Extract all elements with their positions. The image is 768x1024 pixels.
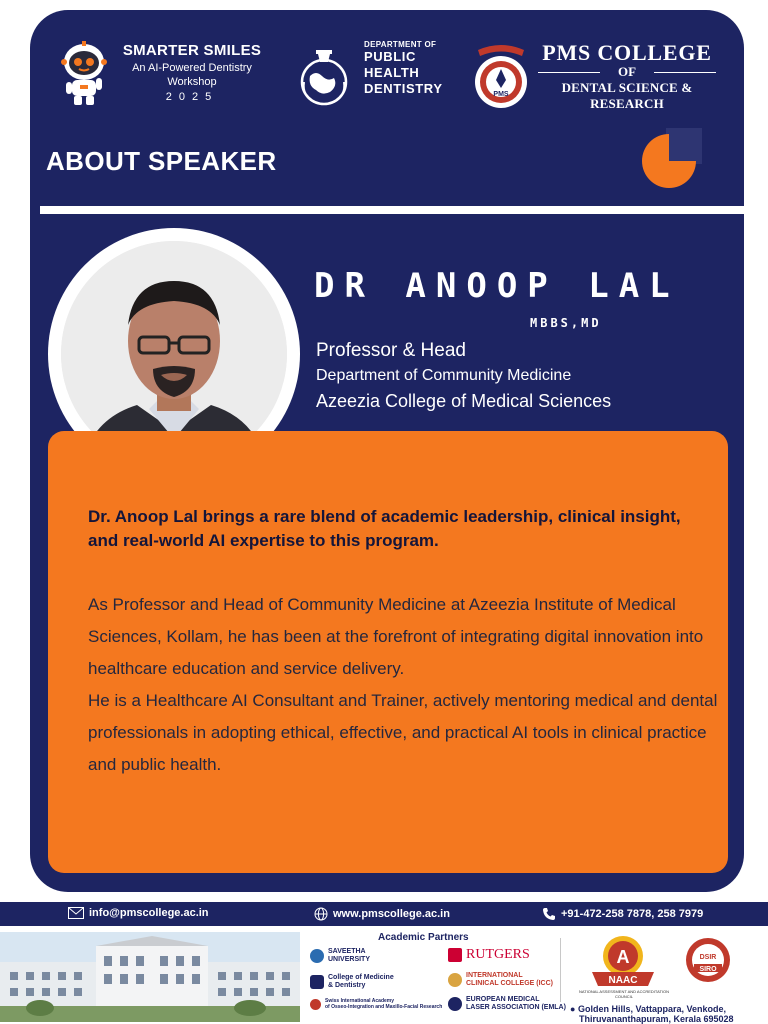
campus-building-image	[0, 932, 300, 1022]
address	[570, 1004, 734, 1024]
college-of: OF	[532, 64, 722, 80]
department-name	[364, 40, 443, 97]
college-subtitle: DENTAL SCIENCE & RESEARCH	[561, 80, 693, 111]
partner-emla	[448, 996, 566, 1012]
section-divider	[40, 206, 744, 214]
partner-icc	[448, 972, 553, 988]
department-line-2: HEALTH	[364, 65, 420, 80]
department-of-label: DEPARTMENT OF	[364, 40, 437, 49]
workshop-subtitle: An AI-Powered Dentistry	[132, 62, 252, 74]
workshop-branding	[118, 42, 266, 103]
saveetha-logo-icon	[310, 949, 324, 963]
saveetha-line-2: UNIVERSITY	[328, 956, 371, 963]
department-line-3: DENTISTRY	[364, 81, 443, 96]
address-line-1: Golden Hills, Vattappara, Venkode,	[577, 1004, 726, 1014]
globe-tooth-icon	[296, 46, 352, 106]
svg-text:PMS: PMS	[493, 91, 509, 98]
partner-siia	[310, 998, 442, 1010]
phone-text: +91-472-258 7878, 258 7979	[561, 908, 704, 920]
icc-line-2: CLINICAL COLLEGE (ICC)	[466, 980, 553, 987]
siia-line-2: of Osseo-Integration and Maxillo-Facial Research	[325, 1004, 443, 1010]
contact-email[interactable]	[68, 907, 209, 919]
partner-rutgers	[448, 948, 530, 962]
speaker-institution: Azeezia College of Medical Sciences	[316, 391, 612, 411]
bio-paragraph-2: He is a Healthcare AI Consultant and Trainer, actively mentoring medical and dental professionals in adopting ethical, effective, and practical AI tools in clinical practice and public health.	[88, 691, 718, 774]
location-pin-icon: ●	[570, 1004, 576, 1014]
workshop-year: 2025	[165, 91, 219, 103]
pie-decoration-icon	[636, 128, 702, 194]
address-line-2: Thiruvananthapuram, Kerala 695028	[579, 1014, 734, 1024]
swiss-academy-icon	[310, 999, 321, 1010]
college-title: PMS COLLEGE	[542, 40, 712, 65]
svg-text:DSIR: DSIR	[699, 954, 717, 961]
contact-phone[interactable]	[542, 907, 703, 921]
shield-icon	[310, 975, 324, 989]
department-line-1: PUBLIC	[364, 49, 416, 64]
saveetha-line-1: SAVEETHA	[328, 948, 366, 955]
speaker-details	[316, 338, 611, 414]
icc-line-1: INTERNATIONAL	[466, 972, 523, 979]
cmd-line-1: College of Medicine	[328, 974, 394, 981]
partner-cmd	[310, 974, 394, 990]
globe-icon	[314, 907, 328, 921]
naac-badge-icon	[588, 934, 658, 990]
mail-icon	[68, 907, 84, 919]
footer	[0, 926, 768, 1024]
phone-icon	[542, 907, 556, 921]
footer-divider	[560, 938, 561, 1002]
poster-card	[30, 10, 744, 892]
siro-seal-icon	[684, 936, 732, 984]
speaker-name: DR ANOOP LAL	[314, 266, 680, 306]
robot-mascot-icon	[56, 40, 112, 106]
email-text: info@pmscollege.ac.in	[89, 907, 209, 919]
svg-text:SIRO: SIRO	[699, 966, 717, 973]
speaker-qualifications: MBBS,MD	[530, 316, 602, 330]
rutgers-shield-icon	[448, 948, 462, 962]
naac-caption: NATIONAL ASSESSMENT AND ACCREDITATION COUNCIL	[578, 989, 670, 999]
emla-line-2: LASER ASSOCIATION (EMLA)	[466, 1004, 566, 1011]
partner-saveetha	[310, 948, 370, 964]
speaker-role: Professor & Head	[316, 340, 466, 361]
bio-lead: Dr. Anoop Lal brings a rare blend of academic leadership, clinical insight, and real-world AI expertise to this program.	[88, 507, 681, 550]
contact-bar	[0, 902, 768, 926]
workshop-title: SMARTER SMILES	[122, 42, 262, 59]
svg-text:NAAC: NAAC	[608, 975, 638, 986]
bio-body	[88, 589, 718, 781]
college-seal-icon	[472, 38, 530, 114]
emla-line-1: EUROPEAN MEDICAL	[466, 996, 540, 1003]
website-text: www.pmscollege.ac.in	[333, 908, 450, 920]
partners-title: Academic Partners	[378, 932, 469, 943]
bio-paragraph-1: As Professor and Head of Community Medicine at Azeezia Institute of Medical Sciences, Kollam, he has been at the forefront of integrating digital innovation into healthcare education and service delivery.	[88, 595, 704, 678]
siia-line-1: Swiss International Academy	[325, 998, 395, 1004]
section-title: ABOUT SPEAKER	[46, 146, 277, 176]
college-name	[532, 40, 722, 112]
workshop-subtitle-2: Workshop	[167, 76, 217, 88]
icc-logo-icon	[448, 973, 462, 987]
speaker-bio-box	[48, 431, 728, 873]
speaker-department: Department of Community Medicine	[316, 367, 572, 384]
svg-text:A: A	[616, 947, 630, 967]
contact-website[interactable]	[314, 907, 450, 921]
cmd-line-2: & Dentistry	[328, 982, 366, 989]
rutgers-text: RUTGERS	[466, 947, 530, 962]
emla-logo-icon	[448, 997, 462, 1011]
